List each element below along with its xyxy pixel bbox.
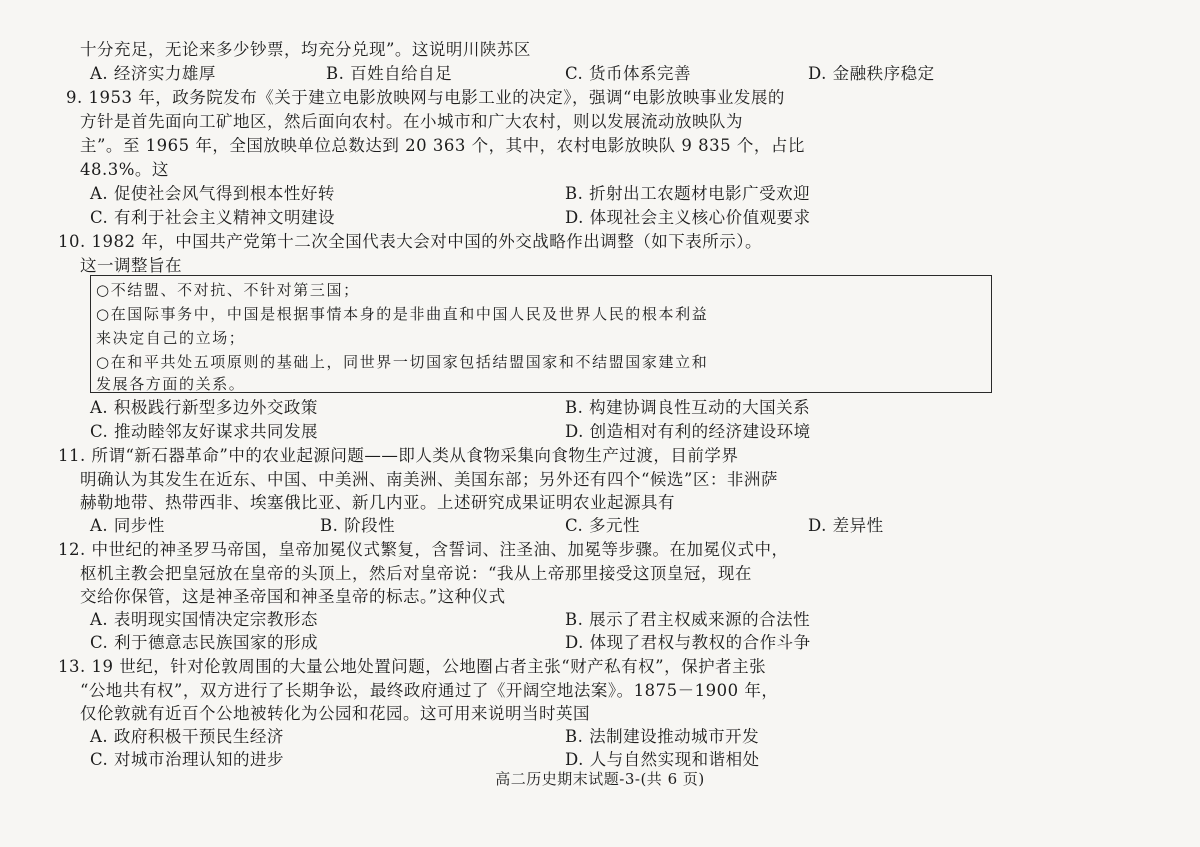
q10-box-line-1: ○不结盟、不对抗、不针对第三国；: [96, 281, 360, 299]
q9-option-c[interactable]: C. 有利于社会主义精神文明建设: [90, 208, 336, 227]
q9-option-d[interactable]: D. 体现社会主义核心价值观要求: [565, 208, 811, 227]
q11-stem-line-1: 11. 所谓“新石器革命”中的农业起源问题——即人类从食物采集向食物生产过渡，目前学界: [58, 446, 739, 465]
q12-stem-line-1: 12. 中世纪的神圣罗马帝国，皇帝加冕仪式繁复，含誓词、注圣油、加冕等步骤。在加冕仪式中，: [58, 540, 789, 559]
q10-option-d[interactable]: D. 创造相对有利的经济建设环境: [565, 422, 811, 441]
q13-option-a[interactable]: A. 政府积极干预民生经济: [90, 727, 284, 746]
page-footer: 高二历史期末试题-3-(共 6 页): [495, 770, 705, 788]
q12-stem-line-2: 枢机主教会把皇冠放在皇帝的头顶上，然后对皇帝说：“我从上帝那里接受这顶皇冠，现在: [80, 564, 752, 583]
q8-stem: 十分充足，无论来多少钞票，均充分兑现”。这说明川陕苏区: [80, 40, 531, 59]
q10-option-c[interactable]: C. 推动睦邻友好谋求共同发展: [90, 422, 319, 441]
q13-stem-line-2: “公地共有权”，双方进行了长期争讼，最终政府通过了《开阔空地法案》。1875－1900 年，: [80, 681, 779, 700]
q12-option-d[interactable]: D. 体现了君权与教权的合作斗争: [565, 633, 811, 652]
q9-stem-line-4: 48.3%。这: [80, 160, 169, 179]
q9-option-a[interactable]: A. 促使社会风气得到根本性好转: [90, 184, 335, 203]
q11-stem-line-2: 明确认为其发生在近东、中国、中美洲、南美洲、美国东部；另外还有四个“候选”区：非洲萨: [80, 470, 778, 489]
q11-option-b[interactable]: B. 阶段性: [320, 516, 396, 535]
q9-stem-line-2: 方针是首先面向工矿地区，然后面向农村。在小城市和广大农村，则以发展流动放映队为: [80, 112, 743, 131]
q11-option-c[interactable]: C. 多元性: [565, 516, 641, 535]
q10-box-line-4: ○在和平共处五项原则的基础上，同世界一切国家包括结盟国家和不结盟国家建立和: [96, 353, 709, 371]
q8-option-c[interactable]: C. 货币体系完善: [565, 64, 692, 83]
q10-option-b[interactable]: B. 构建协调良性互动的大国关系: [565, 398, 811, 417]
q13-option-d[interactable]: D. 人与自然实现和谐相处: [565, 750, 760, 769]
q10-stem-line-2: 这一调整旨在: [80, 256, 182, 275]
q11-option-d[interactable]: D. 差异性: [808, 516, 884, 535]
q8-option-a[interactable]: A. 经济实力雄厚: [90, 64, 216, 83]
q12-stem-line-3: 交给你保管，这是神圣帝国和神圣皇帝的标志。”这种仪式: [80, 587, 506, 606]
q12-option-a[interactable]: A. 表明现实国情决定宗教形态: [90, 610, 318, 629]
q12-option-c[interactable]: C. 利于德意志民族国家的形成: [90, 633, 319, 652]
q11-stem-line-3: 赫勒地带、热带西非、埃塞俄比亚、新几内亚。上述研究成果证明农业起源具有: [80, 493, 675, 512]
q10-box-line-5: 发展各方面的关系。: [96, 375, 246, 393]
q8-option-d[interactable]: D. 金融秩序稳定: [808, 64, 935, 83]
q13-option-b[interactable]: B. 法制建设推动城市开发: [565, 727, 760, 746]
q11-option-a[interactable]: A. 同步性: [90, 516, 165, 535]
q10-option-a[interactable]: A. 积极践行新型多边外交政策: [90, 398, 318, 417]
q13-option-c[interactable]: C. 对城市治理认知的进步: [90, 750, 285, 769]
q9-option-b[interactable]: B. 折射出工农题材电影广受欢迎: [565, 184, 811, 203]
q10-stem-line-1: 10. 1982 年，中国共产党第十二次全国代表大会对中国的外交战略作出调整（如下表所示）。: [58, 232, 762, 251]
q9-stem-line-3: 主”。至 1965 年，全国放映单位总数达到 20 363 个，其中，农村电影放映队 9 835 个，占比: [80, 136, 805, 155]
q9-stem-line-1: 9. 1953 年，政务院发布《关于建立电影放映网与电影工业的决定》，强调“电影放映事业发展的: [66, 88, 785, 107]
q13-stem-line-3: 仅伦敦就有近百个公地被转化为公园和花园。这可用来说明当时英国: [80, 704, 590, 723]
q10-box-line-3: 来决定自己的立场；: [96, 329, 246, 347]
q10-box-line-2: ○在国际事务中，中国是根据事情本身的是非曲直和中国人民及世界人民的根本利益: [96, 305, 709, 323]
q12-option-b[interactable]: B. 展示了君主权威来源的合法性: [565, 610, 811, 629]
q8-option-b[interactable]: B. 百姓自给自足: [326, 64, 453, 83]
q13-stem-line-1: 13. 19 世纪，针对伦敦周围的大量公地处置问题，公地圈占者主张“财产私有权”，保护者主张: [58, 657, 767, 676]
